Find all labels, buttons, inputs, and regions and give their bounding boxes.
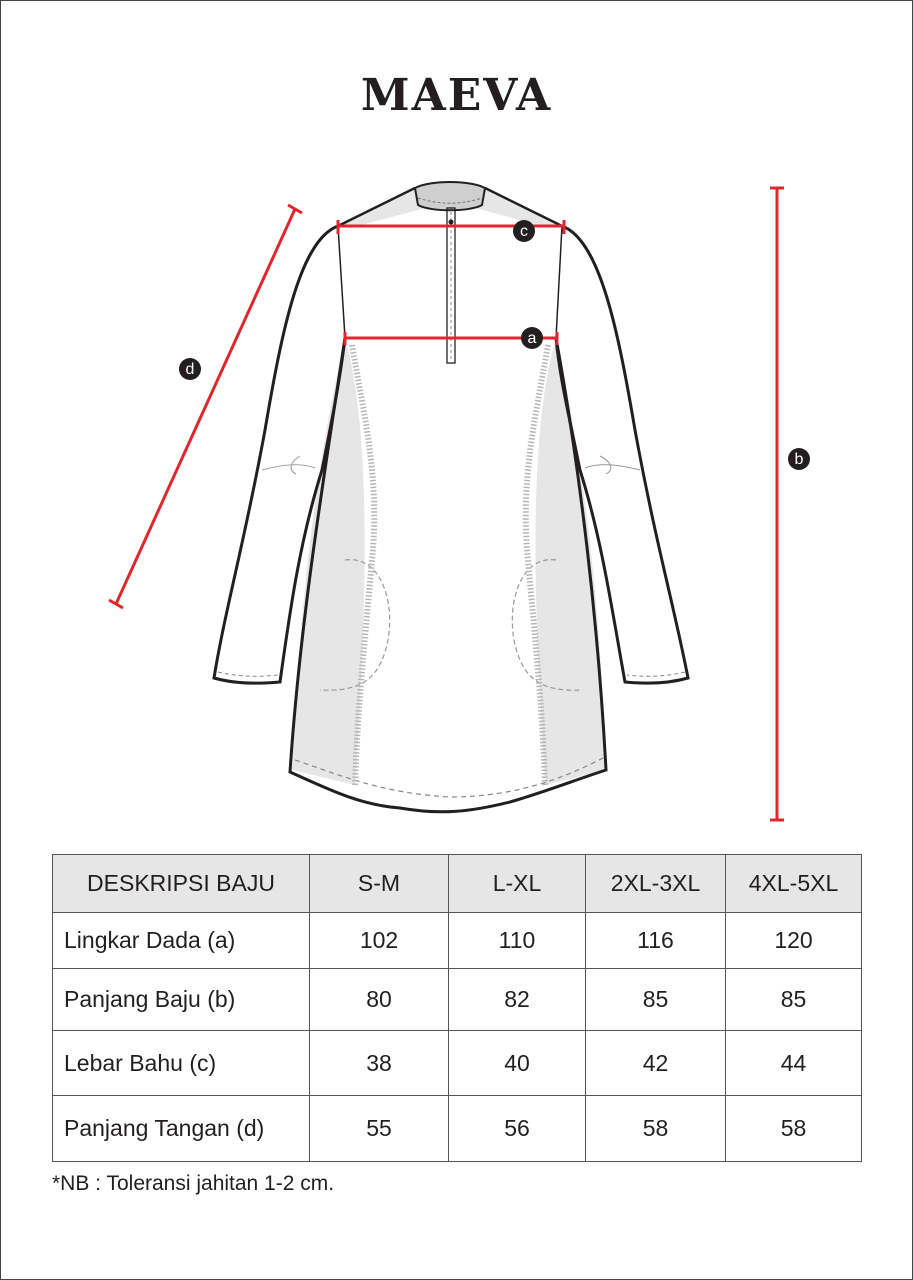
table-cell: 120 [726,913,862,969]
tolerance-note: *NB : Toleransi jahitan 1-2 cm. [52,1172,335,1195]
size-table [52,854,862,1162]
table-cell: 85 [586,969,726,1031]
table-row [53,969,862,1031]
table-cell: 58 [726,1096,862,1162]
measure-label-a: a [527,330,537,347]
table-cell: 85 [726,969,862,1031]
table-row [53,1096,862,1162]
table-cell: 116 [586,913,726,969]
table-cell: 58 [586,1096,726,1162]
table-header-size: L-XL [449,855,586,913]
table-header-row [53,855,862,913]
row-label: Panjang Tangan (d) [53,1096,310,1162]
right-body-seam [556,226,562,338]
table-cell: 56 [449,1096,586,1162]
table-cell: 102 [310,913,449,969]
measure-label-b: b [794,451,804,468]
right-tie [585,456,640,474]
table-cell: 80 [310,969,449,1031]
row-label: Lingkar Dada (a) [53,913,310,969]
table-cell: 82 [449,969,586,1031]
table-cell: 110 [449,913,586,969]
left-body-seam [338,226,345,338]
measure-label-c: c [520,223,528,240]
table-header-description: DESKRIPSI BAJU [53,855,310,913]
product-title: MAEVA [360,70,553,121]
table-header-size: 4XL-5XL [726,855,862,913]
table-cell: 38 [310,1031,449,1096]
right-side-panel [535,338,606,785]
table-header-size: S-M [310,855,449,913]
measure-label-d: d [185,361,195,378]
row-label: Panjang Baju (b) [53,969,310,1031]
left-tie [262,456,315,474]
table-cell: 44 [726,1031,862,1096]
collar [415,182,485,210]
table-cell: 42 [586,1031,726,1096]
button [449,220,454,225]
table-row [53,913,862,969]
table-cell: 40 [449,1031,586,1096]
left-side-panel [292,338,365,785]
table-row [53,1031,862,1096]
table-header-size: 2XL-3XL [586,855,726,913]
row-label: Lebar Bahu (c) [53,1031,310,1096]
table-cell: 55 [310,1096,449,1162]
